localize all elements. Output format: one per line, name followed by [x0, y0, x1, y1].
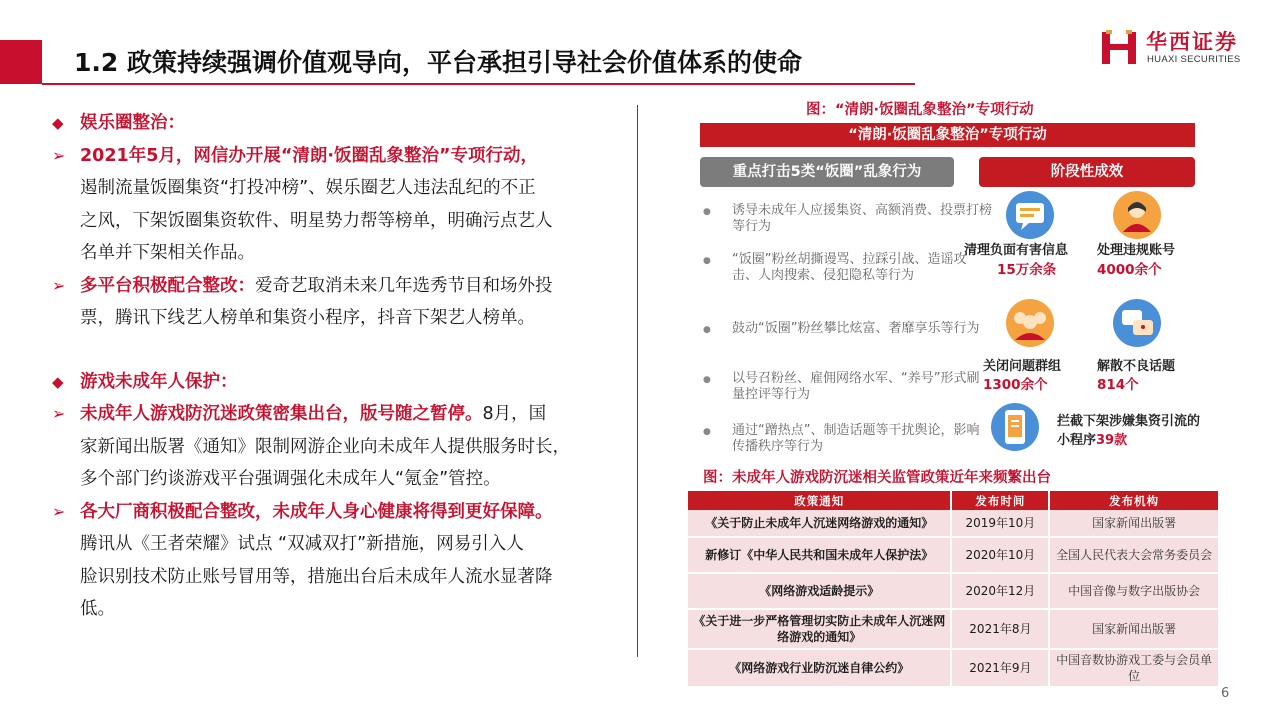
- chat-icon: [1108, 298, 1166, 348]
- diamond-bullet-icon: ◆: [52, 114, 64, 132]
- result-label: 关闭问题群组: [983, 359, 1062, 374]
- result-label: 解散不良话题: [1097, 359, 1176, 374]
- target-item: ● 鼓动“饭圈”粉丝攀比炫富、奢靡享乐等行为: [703, 321, 992, 337]
- diamond-bullet-icon: ◆: [52, 372, 64, 391]
- figure1-caption: 图：“清朗·饭圈乱象整治”专项行动: [806, 102, 1034, 118]
- user-icon: [1108, 190, 1166, 240]
- policy-cell: 《关于进一步严格管理切实防止未成年人沉迷网络游戏的通知》: [688, 609, 951, 649]
- group-icon: [1001, 298, 1059, 348]
- result-label: 处理违规账号: [1097, 243, 1176, 258]
- arrow-bullet-icon: ➢: [52, 275, 66, 295]
- date-cell: 2021年9月: [951, 649, 1049, 687]
- agency-cell: 国家新闻出版署: [1049, 510, 1219, 537]
- page-number: 6: [1221, 686, 1230, 701]
- result-value: 1300余个: [983, 377, 1048, 393]
- title-accent-block: [0, 40, 42, 84]
- result-label: 清理负面有害信息: [964, 243, 1069, 258]
- table-row: [688, 609, 1219, 649]
- policy-cell: 新修订《中华人民共和国未成年人保护法》: [688, 537, 951, 573]
- date-cell: 2019年10月: [951, 510, 1049, 537]
- result-miniprogram: 拦截下架涉嫌集资引流的小程序39款: [1057, 414, 1201, 448]
- target-item: ● 通过“蹭热点”、制造话题等干扰舆论，影响传播秩序等行为: [703, 423, 992, 455]
- policy-cell: 《网络游戏适龄提示》: [688, 573, 951, 609]
- arrow-bullet-icon: ➢: [52, 501, 66, 521]
- column-header: 发布机构: [1049, 491, 1219, 510]
- table-row: [688, 510, 1219, 537]
- company-logo: [1100, 26, 1260, 68]
- target-item: ● “饭圈”粉丝胡撕谩骂、拉踩引战、造谣攻击、人肉搜索、侵犯隐私等行为: [703, 252, 992, 284]
- logo-english-name: HUAXI SECURITIES: [1147, 54, 1241, 65]
- bullet-item: ➢ 未成年人游戏防沉迷政策密集出台，版号随之暂停。8月，国 家新闻出版署《通知》限制网游企业向未成年人提供服务时长， 多个部门约谈游戏平台强调强化未成年人“氪金”管控。: [52, 398, 612, 496]
- policy-table: [688, 491, 1220, 688]
- left-text-column: [52, 107, 612, 626]
- result-value: 814个: [1097, 377, 1139, 393]
- column-header: 政策通知: [688, 491, 951, 510]
- column-header: 发布时间: [951, 491, 1049, 510]
- date-cell: 2020年10月: [951, 537, 1049, 573]
- target-item: ● 诱导未成年人应援集资、高额消费、投票打榜等行为: [703, 203, 992, 235]
- logo-chinese-name: 华西证券: [1146, 30, 1238, 54]
- figure2-caption: 图：未成年人游戏防沉迷相关监管政策近年来频繁出台: [703, 470, 1051, 486]
- date-cell: 2021年8月: [951, 609, 1049, 649]
- message-icon: [1001, 190, 1059, 240]
- target-item: ● 以号召粉丝、雇佣网络水军、“养号”形式刷量控评等行为: [703, 371, 992, 403]
- table-row: [688, 537, 1219, 573]
- bullet-item: ➢ 多平台积极配合整改：爱奇艺取消未来几年选秀节目和场外投 票，腾讯下线艺人榜单和集资小程序，抖音下架艺人榜单。: [52, 270, 612, 335]
- bullet-item: ➢ 2021年5月，网信办开展“清朗·饭圈乱象整治”专项行动， 遏制流量饭圈集资“打投冲榜”、娱乐圈艺人违法乱纪的不正 之风，下架饭圈集资软件、明星势力帮等榜单，明确污点艺人 名单并下架相关作品。: [52, 140, 612, 270]
- policy-cell: 《网络游戏行业防沉迷自律公约》: [688, 649, 951, 687]
- agency-cell: 国家新闻出版署: [1049, 609, 1219, 649]
- agency-cell: 中国音数协游戏工委与会员单位: [1049, 649, 1219, 687]
- policy-cell: 《关于防止未成年人沉迷网络游戏的通知》: [688, 510, 951, 537]
- title-underline: [42, 83, 915, 85]
- agency-cell: 中国音像与数字出版协会: [1049, 573, 1219, 609]
- agency-cell: 全国人民代表大会常务委员会: [1049, 537, 1219, 573]
- phone-icon: [986, 402, 1044, 452]
- table-header-row: [688, 491, 1219, 510]
- campaign-banner: “清朗·饭圈乱象整治”专项行动: [700, 123, 1195, 147]
- table-row: [688, 573, 1219, 609]
- arrow-bullet-icon: ➢: [52, 404, 66, 423]
- date-cell: 2020年12月: [951, 573, 1049, 609]
- huaxi-logo-icon: [1100, 28, 1138, 66]
- section-heading-game: ◆ 游戏未成年人保护：: [52, 366, 612, 399]
- result-value: 15万余条: [997, 262, 1057, 278]
- arrow-bullet-icon: ➢: [52, 145, 66, 165]
- page-title: 1.2 政策持续强调价值观导向，平台承担引导社会价值体系的使命: [74, 48, 802, 77]
- targets-heading: 重点打击5类“饭圈”乱象行为: [700, 157, 954, 187]
- results-heading: 阶段性成效: [979, 157, 1195, 187]
- result-value: 4000余个: [1097, 262, 1162, 278]
- column-divider: [637, 105, 638, 657]
- section-heading-entertainment: ◆ 娱乐圈整治：: [52, 107, 612, 140]
- table-row: [688, 649, 1219, 687]
- bullet-item: ➢ 各大厂商积极配合整改，未成年人身心健康将得到更好保障。 腾讯从《王者荣耀》试点 “双减双打”新措施，网易引入人 脸识别技术防止账号冒用等，措施出台后未成年人流水显著降 低。: [52, 496, 612, 626]
